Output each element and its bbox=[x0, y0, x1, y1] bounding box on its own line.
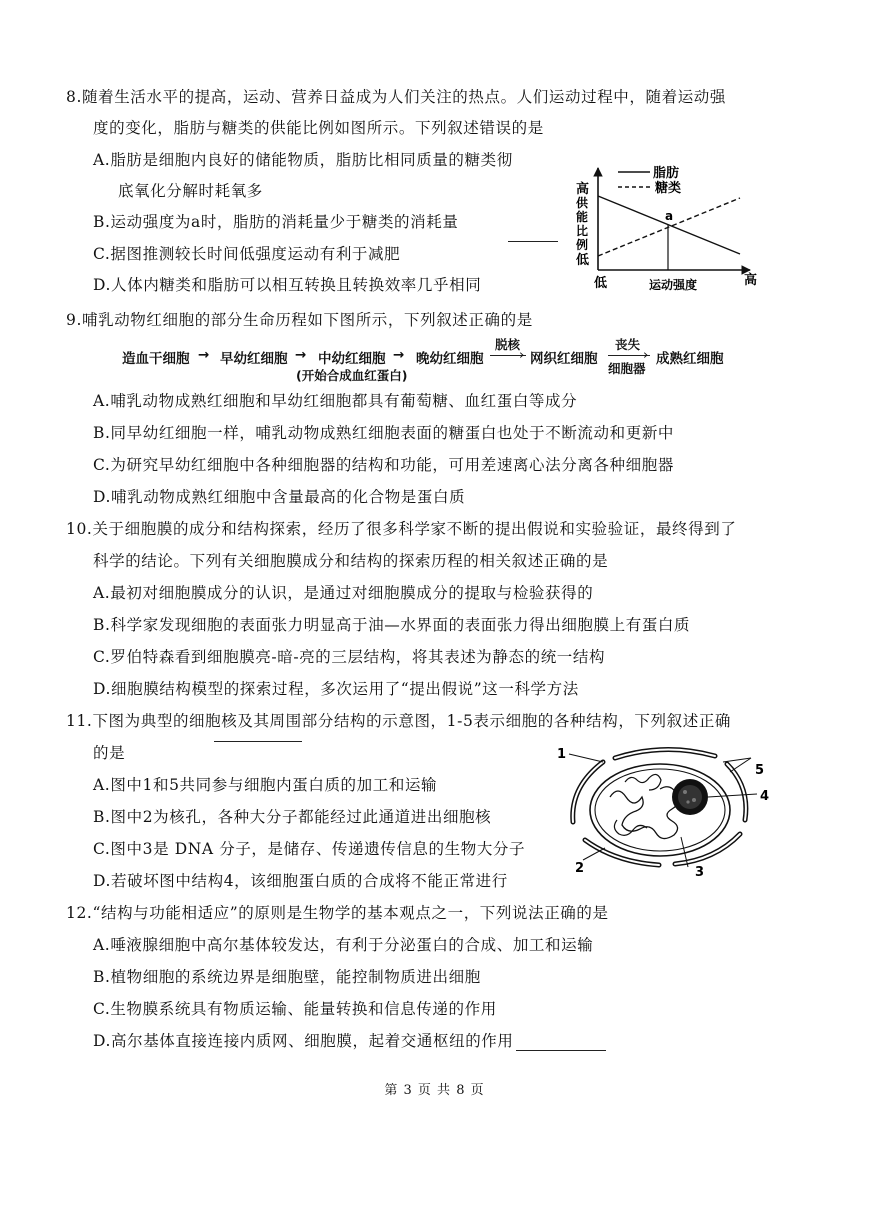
flow-stage-4: 晚幼红细胞 bbox=[416, 351, 484, 367]
q11-option-a: A.图中1和5共同参与细胞内蛋白质的加工和运输 bbox=[93, 776, 438, 794]
flow-stage-1: 造血干细胞 bbox=[122, 351, 190, 367]
label-3: 3 bbox=[695, 865, 705, 880]
answer-blank-line bbox=[516, 1050, 606, 1051]
q8-option-a: A.脂肪是细胞内良好的储能物质，脂肪比相同质量的糖类彻 bbox=[93, 151, 513, 169]
flow-stage-2: 早幼红细胞 bbox=[220, 351, 288, 367]
answer-blank-line bbox=[508, 241, 558, 242]
q10-stem-line1: 10.关于细胞膜的成分和结构探索，经历了很多科学家不断的提出假说和实验验证，最终得到了 bbox=[66, 520, 737, 538]
label-4: 4 bbox=[760, 789, 770, 804]
legend-sugar: 糖类 bbox=[655, 181, 682, 196]
legend-fat: 脂肪 bbox=[653, 166, 680, 181]
q8-stem-line2: 度的变化，脂肪与糖类的供能比例如图所示。下列叙述错误的是 bbox=[93, 119, 544, 137]
q10-stem-line2: 科学的结论。下列有关细胞膜成分和结构的探索历程的相关叙述正确的是 bbox=[93, 552, 609, 570]
flow-stage-6: 成熟红细胞 bbox=[656, 351, 724, 367]
flow-arrow-4-head: › bbox=[519, 347, 525, 363]
flow-arrow-4-label: 脱核 bbox=[495, 337, 521, 352]
flow-arrow-2: → bbox=[295, 347, 307, 363]
q11-stem-line2: 的是 bbox=[93, 744, 126, 762]
y-label-2: 能 bbox=[576, 210, 589, 224]
x-axis-label: 运动强度 bbox=[649, 278, 698, 292]
flow-arrow-1: → bbox=[198, 347, 210, 363]
y-label-4: 例 bbox=[576, 238, 589, 252]
q9-option-d: D.哺乳动物成熟红细胞中含量最高的化合物是蛋白质 bbox=[93, 488, 466, 506]
flow-arrow-5-label-top: 丧失 bbox=[615, 337, 641, 352]
flow-stage-5: 网织红细胞 bbox=[530, 351, 598, 367]
y-label-1: 供 bbox=[576, 196, 589, 210]
q9-option-c: C.为研究早幼红细胞中各种细胞器的结构和功能，可用差速离心法分离各种细胞器 bbox=[93, 456, 674, 474]
q10-option-d: D.细胞膜结构模型的探索过程，多次运用了“提出假说”这一科学方法 bbox=[93, 680, 579, 698]
q11-option-b: B.图中2为核孔，各种大分子都能经过此通道进出细胞核 bbox=[93, 808, 492, 826]
y-label-3: 比 bbox=[576, 224, 589, 238]
page-number: 第 3 页 共 8 页 bbox=[384, 1083, 485, 1098]
q9-stem: 9.哺乳动物红细胞的部分生命历程如下图所示，下列叙述正确的是 bbox=[66, 311, 533, 329]
q10-option-b: B.科学家发现细胞的表面张力明显高于油—水界面的表面张力得出细胞膜上有蛋白质 bbox=[93, 616, 691, 634]
q8-option-c: C.据图推测较长时间低强度运动有利于减肥 bbox=[93, 245, 401, 263]
flow-arrow-5-label-bottom: 细胞器 bbox=[608, 361, 646, 376]
x-low-label: 低 bbox=[594, 276, 608, 291]
q10-option-c: C.罗伯特森看到细胞膜亮-暗-亮的三层结构，将其表述为静态的统一结构 bbox=[93, 648, 606, 666]
q8-option-b: B.运动强度为a时，脂肪的消耗量少于糖类的消耗量 bbox=[93, 213, 459, 231]
q9-option-a: A.哺乳动物成熟红细胞和早幼红细胞都具有葡萄糖、血红蛋白等成分 bbox=[93, 392, 578, 410]
flow-stage-3-note: (开始合成血红蛋白) bbox=[296, 368, 408, 383]
y-high-label: 高 bbox=[576, 182, 590, 197]
label-2: 2 bbox=[575, 861, 585, 876]
q12-option-b: B.植物细胞的系统边界是细胞壁，能控制物质进出细胞 bbox=[93, 968, 481, 986]
q12-option-a: A.唾液腺细胞中高尔基体较发达，有利于分泌蛋白的合成、加工和运输 bbox=[93, 936, 594, 954]
q12-stem: 12.“结构与功能相适应”的原则是生物学的基本观点之一，下列说法正确的是 bbox=[66, 904, 609, 922]
q8-option-a-cont: 底氧化分解时耗氧多 bbox=[118, 182, 263, 200]
q12-option-d: D.高尔基体直接连接内质网、细胞膜，起着交通枢纽的作用 bbox=[93, 1032, 514, 1050]
energy-supply-graph bbox=[560, 160, 790, 295]
q11-option-d: D.若破坏图中结构4，该细胞蛋白质的合成将不能正常进行 bbox=[93, 872, 508, 890]
sugar-line bbox=[598, 198, 740, 256]
q11-option-c: C.图中3是 DNA 分子，是储存、传递遗传信息的生物大分子 bbox=[93, 840, 526, 858]
q12-option-c: C.生物膜系统具有物质运输、能量转换和信息传递的作用 bbox=[93, 1000, 497, 1018]
x-high-label: 高 bbox=[744, 273, 758, 288]
answer-blank-line bbox=[214, 741, 302, 742]
q8-option-d: D.人体内糖类和脂肪可以相互转换且转换效率几乎相同 bbox=[93, 276, 482, 294]
label-5: 5 bbox=[755, 763, 765, 778]
nucleus-diagram bbox=[555, 742, 775, 882]
point-a-label: a bbox=[665, 209, 674, 223]
y-low-label: 低 bbox=[576, 253, 590, 268]
q11-stem-line1: 11.下图为典型的细胞核及其周围部分结构的示意图，1-5表示细胞的各种结构，下列叙述正确 bbox=[66, 712, 732, 730]
q8-stem-line1: 8.随着生活水平的提高，运动、营养日益成为人们关注的热点。人们运动过程中，随着运动强 bbox=[66, 88, 726, 106]
flow-arrow-3: → bbox=[393, 347, 405, 363]
red-cell-flow-diagram bbox=[110, 338, 750, 388]
label-1: 1 bbox=[557, 747, 567, 762]
flow-arrow-5-head: › bbox=[643, 347, 649, 363]
q9-option-b: B.同早幼红细胞一样，哺乳动物成熟红细胞表面的糖蛋白也处于不断流动和更新中 bbox=[93, 424, 675, 442]
flow-stage-3: 中幼红细胞 bbox=[318, 351, 386, 367]
fat-line bbox=[598, 196, 740, 254]
q10-option-a: A.最初对细胞膜成分的认识，是通过对细胞膜成分的提取与检验获得的 bbox=[93, 584, 594, 602]
